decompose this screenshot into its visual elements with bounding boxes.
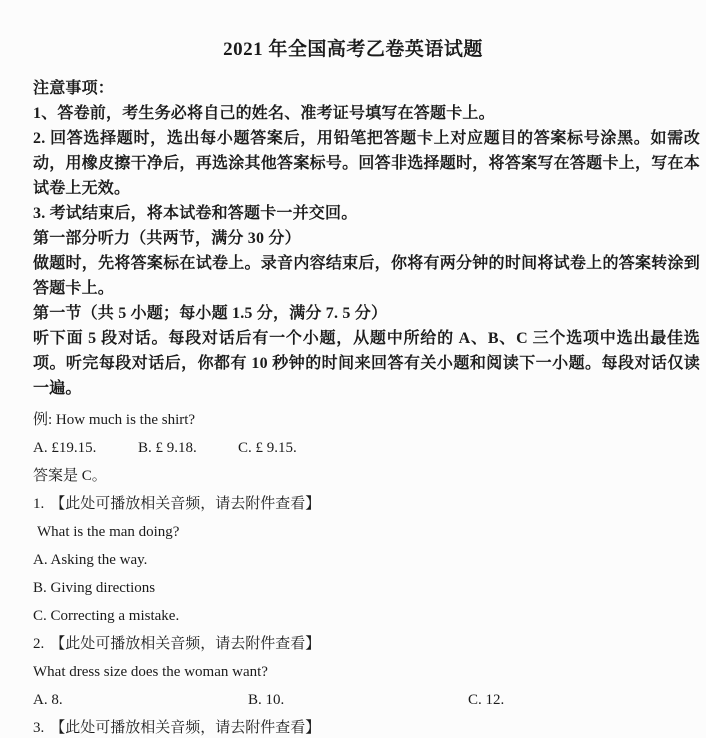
part1-heading: 第一部分听力（共两节，满分 30 分）: [33, 230, 301, 247]
question-1: [33, 494, 700, 626]
notice-heading: 注意事项：: [33, 80, 115, 97]
question-1-audio-note: 【此处可播放相关音频，请去附件查看】: [50, 496, 321, 512]
question-1-option-c: C. Correcting a mistake.: [33, 608, 180, 624]
exam-body: [0, 76, 706, 738]
question-2-options-row: [33, 690, 700, 710]
example-prompt: 例: How much is the shirt?: [33, 412, 196, 428]
question-2-option-c: C. 12.: [468, 692, 505, 708]
question-2-number: 2.: [33, 636, 45, 652]
question-3: [33, 718, 700, 738]
question-3-audio-line: [33, 718, 700, 738]
question-2-audio-note: 【此处可播放相关音频，请去附件查看】: [50, 636, 321, 652]
example-answer: 答案是 C。: [33, 468, 107, 484]
example-question: [33, 410, 700, 486]
question-3-audio-note: 【此处可播放相关音频，请去附件查看】: [50, 720, 321, 736]
section1-instructions: 听下面 5 段对话。每段对话后有一个小题，从题中所给的 A、B、C 三个选项中选出最佳选项。听完每段对话后，你都有 10 秒钟的时间来回答有关小题和阅读下一小题。每段对话仅读一遍。: [33, 330, 700, 397]
question-1-prompt: What is the man doing?: [37, 524, 180, 540]
section1-heading: 第一节（共 5 小题；每小题 1.5 分，满分 7. 5 分）: [33, 305, 388, 322]
exam-title: 2021 年全国高考乙卷英语试题: [223, 39, 483, 60]
example-options-row: [33, 438, 700, 458]
question-2-prompt: What dress size does the woman want?: [33, 664, 268, 680]
notice-block: [33, 76, 700, 226]
question-1-number: 1.: [33, 496, 45, 512]
question-3-number: 3.: [33, 720, 45, 736]
question-2-audio-line: [33, 634, 700, 654]
notice-item-1: 1、答卷前，考生务必将自己的姓名、准考证号填写在答题卡上。: [33, 105, 495, 122]
example-option-c: C. £ 9.15.: [238, 440, 297, 456]
notice-item-3: 3. 考试结束后，将本试卷和答题卡一并交回。: [33, 205, 358, 222]
question-1-option-a: A. Asking the way.: [33, 552, 148, 568]
example-option-a: A. £19.15.: [33, 440, 97, 456]
question-1-option-b: B. Giving directions: [33, 580, 156, 596]
example-option-b: B. £ 9.18.: [138, 440, 197, 456]
question-2-option-a: A. 8.: [33, 692, 63, 708]
questions-area: [33, 410, 700, 738]
part1-intro: 做题时，先将答案标在试卷上。录音内容结束后，你将有两分钟的时间将试卷上的答案转涂到答题卡上。: [33, 255, 700, 297]
question-1-audio-line: [33, 494, 700, 514]
notice-item-2: 2. 回答选择题时，选出每小题答案后，用铅笔把答题卡上对应题目的答案标号涂黑。如需改动，用橡皮擦干净后，再选涂其他答案标号。回答非选择题时，将答案写在答题卡上，写在本试卷上无效。: [33, 130, 700, 197]
question-2-option-b: B. 10.: [248, 692, 285, 708]
part1-listening: [33, 226, 700, 401]
question-2: [33, 634, 700, 710]
